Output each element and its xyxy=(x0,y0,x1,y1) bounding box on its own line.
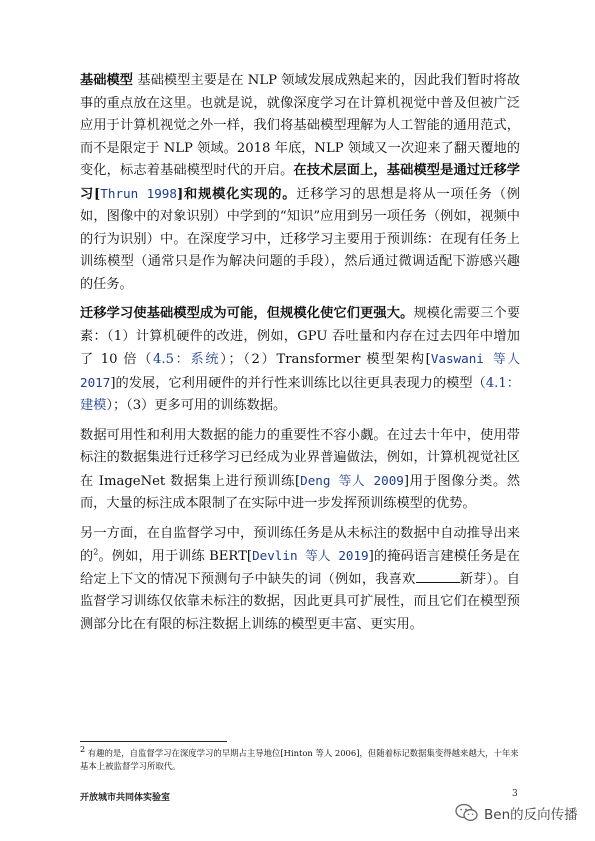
footnote xyxy=(80,747,520,773)
footnote-marker[interactable]: 2 xyxy=(93,547,99,557)
paragraph-text: 迁移学习的思想是将从一项任务（例如，图像中的对象识别）中学到的“知识”应用到另一项任务（例如，视频中的行为识别）中。在深度学习中，迁移学习主要用于预训练：在现有任务上训练模型（通常只是作为解决问题的手段），然后通过微调适配下游感兴趣的任务。 xyxy=(80,186,520,292)
paragraph-scaling xyxy=(80,303,520,418)
paragraph-self-supervised xyxy=(80,523,520,637)
citation-link[interactable]: Deng 等人 2009 xyxy=(300,472,404,488)
watermark-text: Ben的反向传播 xyxy=(484,807,578,823)
paragraph-text: ]的发展，它利用硬件的并行性来训练比以往更具表现力的模型（ xyxy=(110,375,486,391)
citation-link[interactable]: Vaswani 等人 2017 xyxy=(80,351,520,390)
paragraph-text: 基础模型主要是在 NLP 领域发展成熟起来的，因此我们暂时将故事的重点放在这里。也就是说，就像深度学习在计算机视觉中普及但被广泛应用于计算机视觉之外一样，我们将基础模型理解为人工智能的通用范式，而不是限定于 NLP 领域。2018 年底，NLP 领域又一次迎来了翻天覆地的变化，标志着基础模型时代的开启。 xyxy=(80,73,520,178)
footnote-text: 有趣的是，自监督学习在深度学习的早期占主导地位[Hinton 等人 2006]，但随着标记数据集变得越来越大，十年来基本上被监督学习所取代。 xyxy=(80,748,519,771)
section-ref-link[interactable]: 4.5：系统 xyxy=(153,352,221,367)
paragraph-text: ]用于图像分类。然而，大量的标注成本限制了在实际中进一步发挥预训练模型的优势。 xyxy=(80,473,521,511)
bold-sentence-end: ]和规模化实现的。 xyxy=(176,186,297,202)
wechat-icon xyxy=(455,803,479,823)
paragraph-text: ]的掩码语言建模任务是在给定上下文的情况下预测句子中缺失的词（例如，我喜欢 xyxy=(80,549,520,587)
citation-link[interactable]: Devlin 等人 2019 xyxy=(252,548,369,563)
footnote-divider xyxy=(80,741,227,742)
bold-sentence: 在技术层面上，基础模型是通过迁移学习[ xyxy=(80,163,520,202)
paragraph-lead: 基础模型 xyxy=(80,73,134,88)
section-ref-link[interactable]: 4.1：建模 xyxy=(80,375,520,413)
citation-link[interactable]: Thrun 1998 xyxy=(100,185,177,201)
body-text xyxy=(80,70,520,643)
paragraph-text: 另一方面，在自监督学习中，预训练任务是从未标注的数据中自动推导出来的 xyxy=(80,525,520,564)
page-number: 3 xyxy=(512,789,518,799)
watermark xyxy=(455,801,578,825)
paragraph-lead: 迁移学习使基础模型成为可能，但规模化使它们更强大。 xyxy=(80,306,414,321)
paragraph-text: 。例如，用于训练 BERT[ xyxy=(98,549,253,564)
paragraph-text: 数据可用性和利用大数据的能力的重要性不容小觑。在过去十年中，使用带标注的数据集进行迁移学习已经成为业界普遍做法，例如，计算机视觉社区在 ImageNet 数据集上进行预训练[ xyxy=(80,427,520,489)
footnote-number: 2 xyxy=(80,745,86,755)
footer-organization: 开放城市共同体实验室 xyxy=(80,793,171,803)
paragraph-text: ）；（3）更多可用的训练数据。 xyxy=(106,398,287,413)
paragraph-text: 新芽）。自监督学习训练仅依靠未标注的数据，因此更具可扩展性，而且它们在模型预测部分比在有限的标注数据上训练的模型更丰富、更实用。 xyxy=(80,571,520,632)
paragraph-text: 规模化需要三个要素：（1）计算机硬件的改进，例如，GPU 吞吐量和内存在过去四年中增加了 10 倍（ xyxy=(80,306,521,367)
paragraph-text: ）；（2）Transformer 模型架构[ xyxy=(220,352,431,367)
paragraph-data-availability xyxy=(80,425,520,516)
paragraph-foundation-models xyxy=(80,70,520,296)
fill-in-blank xyxy=(416,570,460,583)
